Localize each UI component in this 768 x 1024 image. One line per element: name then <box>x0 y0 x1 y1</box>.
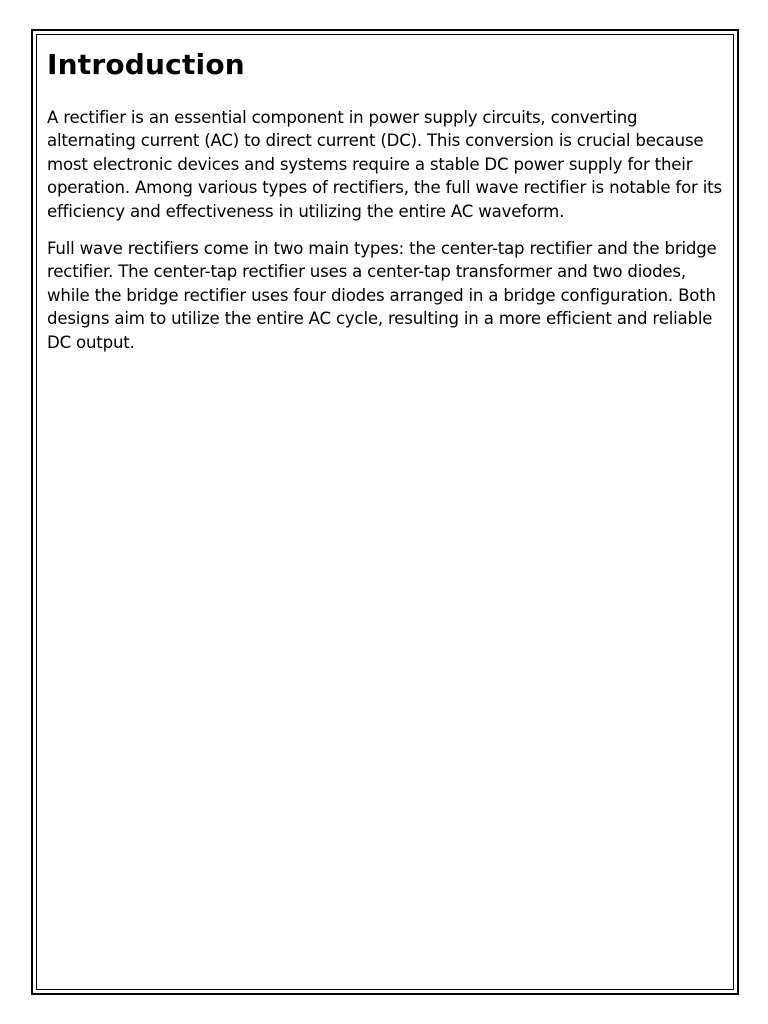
document-content <box>47 46 723 368</box>
paragraph-types: Full wave rectifiers come in two main types: the center-tap rectifier and the bridge rectifier. The center-tap rectifier uses a center-tap transformer and two diodes, while the bridge rectifier uses four diodes arranged in a bridge configuration. Both designs aim to utilize the entire AC cycle, resulting in a more efficient and reliable DC output. <box>47 239 717 352</box>
paragraph-intro: A rectifier is an essential component in power supply circuits, converting alternating current (AC) to direct current (DC). This conversion is crucial because most electronic devices and systems require a stable DC power supply for their operation. Among various types of rectifiers, the full wave rectifier is notable for its efficiency and effectiveness in utilizing the entire AC waveform. <box>47 108 722 221</box>
section-title: Introduction <box>47 48 245 81</box>
